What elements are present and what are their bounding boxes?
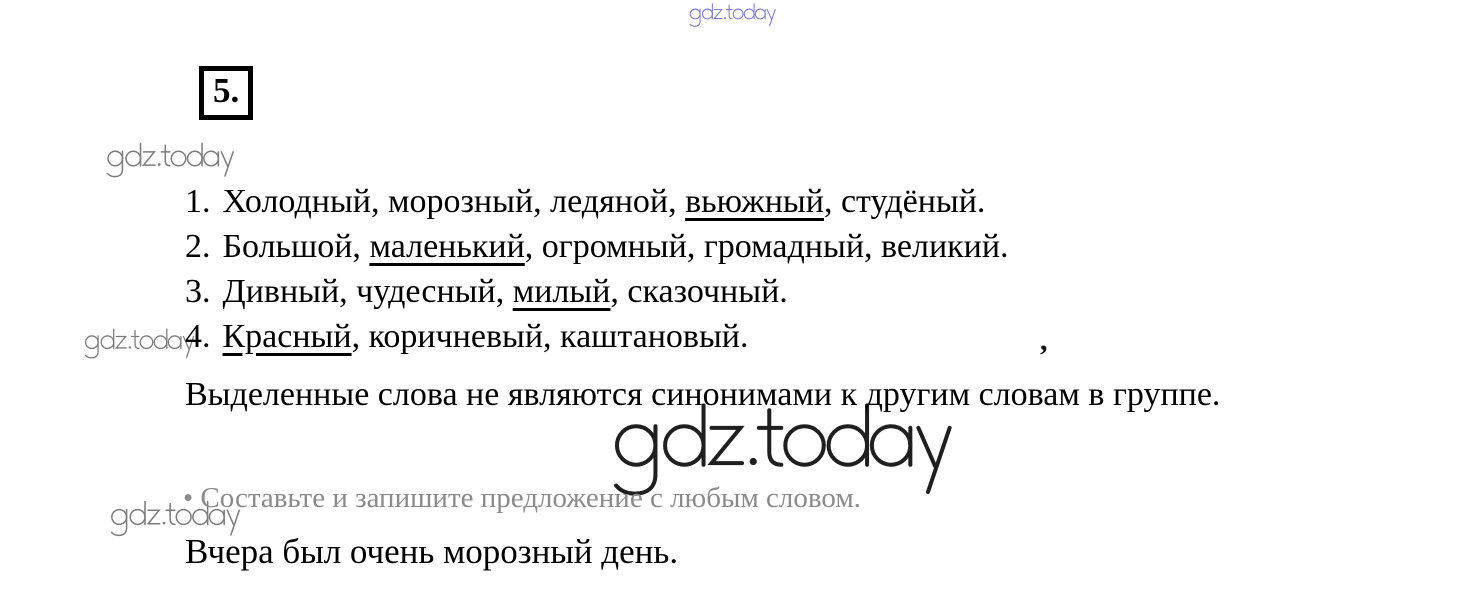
group-text xyxy=(223,228,1009,265)
highlighted-word: Красный xyxy=(222,318,352,355)
synonym-list xyxy=(185,179,1009,359)
highlighted-word: вьюжный xyxy=(685,183,824,220)
exercise-number: 5. xyxy=(213,71,240,110)
group-words: , коричневый, каштановый. xyxy=(351,318,749,355)
gdz-watermark-top-icon xyxy=(689,2,777,28)
gdz-watermark-left-2-icon xyxy=(84,327,196,360)
group-number: 4. xyxy=(185,318,211,355)
highlighted-word: маленький xyxy=(369,228,525,265)
synonym-group-3 xyxy=(185,269,1009,314)
group-words: , студёный. xyxy=(823,183,986,220)
answer-sentence: Вчера был очень морозный день. xyxy=(185,532,679,571)
exercise-number-box xyxy=(199,66,253,120)
group-words: Холодный, морозный, ледяной, xyxy=(222,183,686,220)
group-words: , огромный, громадный, великий. xyxy=(524,228,1009,265)
synonym-group-2 xyxy=(185,224,1009,269)
group-text xyxy=(223,183,986,220)
task-instruction: • Составьте и запишите предложение с любым словом. xyxy=(183,482,861,514)
stray-scan-mark: , xyxy=(1040,324,1048,357)
group-number: 1. xyxy=(185,183,211,220)
group-words: Дивный, чудесный, xyxy=(222,273,513,310)
synonym-group-1 xyxy=(185,179,1009,224)
group-words: , сказочный. xyxy=(610,273,788,310)
group-text xyxy=(223,273,788,310)
group-number: 2. xyxy=(185,228,211,265)
group-number: 3. xyxy=(185,273,211,310)
synonym-group-4 xyxy=(185,314,1009,359)
explanation-paragraph: Выделенные слова не являются синонимами к другим словам в группе. xyxy=(185,376,1221,413)
group-words: Большой, xyxy=(222,228,370,265)
highlighted-word: милый xyxy=(512,273,611,310)
gdz-watermark-left-1-icon xyxy=(106,141,236,179)
group-text xyxy=(223,318,749,355)
